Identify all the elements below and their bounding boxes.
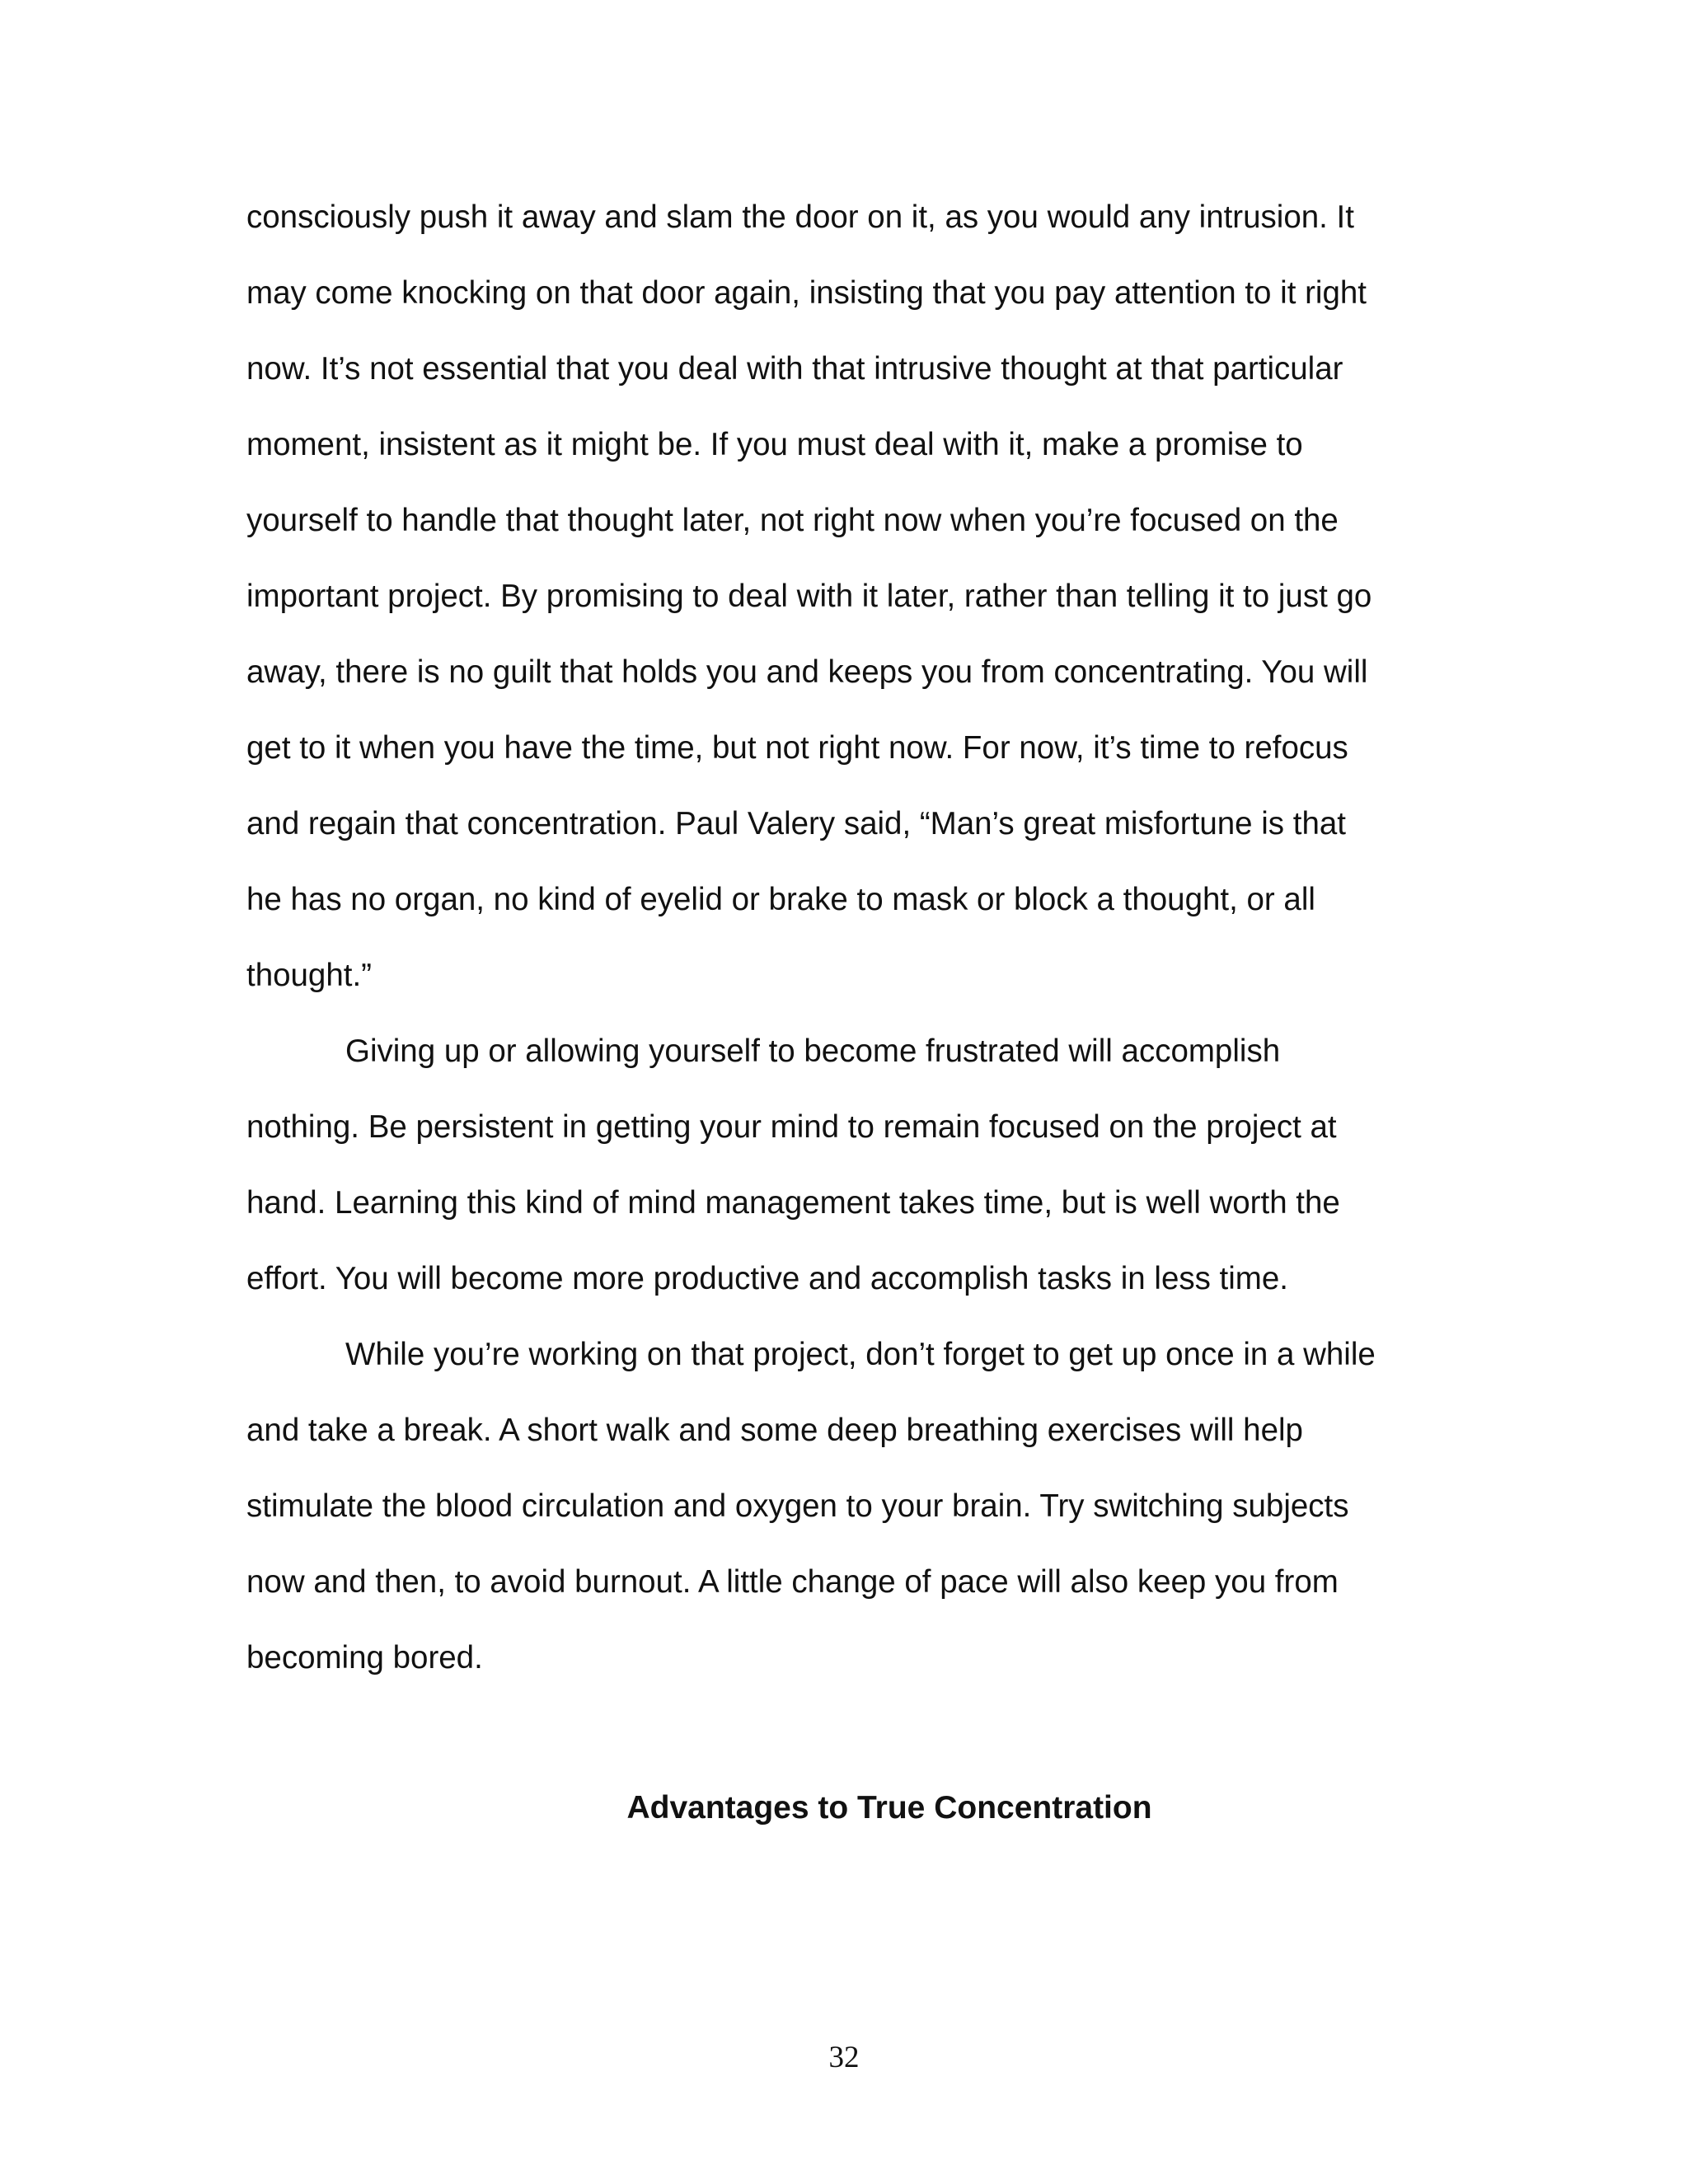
body-line: important project. By promising to deal with it later, rather than telling it to just go: [246, 579, 1372, 614]
body-line: stimulate the blood circulation and oxygen to your brain. Try switching subjects: [246, 1488, 1349, 1524]
paragraph-first-line: Giving up or allowing yourself to become frustrated will accomplish: [345, 1033, 1281, 1069]
body-line: now and then, to avoid burnout. A little change of pace will also keep you from: [246, 1564, 1339, 1600]
body-line: hand. Learning this kind of mind management takes time, but is well worth the: [246, 1185, 1340, 1221]
body-text: [246, 193, 1430, 1709]
body-line: effort. You will become more productive and accomplish tasks in less time.: [246, 1261, 1288, 1296]
body-line: and regain that concentration. Paul Valery said, “Man’s great misfortune is that: [246, 806, 1346, 841]
body-line: becoming bored.: [246, 1640, 483, 1675]
body-line: he has no organ, no kind of eyelid or brake to mask or block a thought, or all: [246, 882, 1315, 917]
body-line: moment, insistent as it might be. If you must deal with it, make a promise to: [246, 427, 1303, 462]
paragraph-first-line: While you’re working on that project, don’t forget to get up once in a while: [345, 1337, 1376, 1372]
body-line: and take a break. A short walk and some deep breathing exercises will help: [246, 1413, 1303, 1448]
body-line: get to it when you have the time, but not right now. For now, it’s time to refocus: [246, 730, 1348, 766]
section-heading: Advantages to True Concentration: [626, 1790, 1152, 1825]
body-line: consciously push it away and slam the door on it, as you would any intrusion. It: [246, 199, 1354, 235]
body-line: now. It’s not essential that you deal with that intrusive thought at that particular: [246, 351, 1343, 387]
page-number: 32: [828, 2041, 860, 2074]
body-line: may come knocking on that door again, insisting that you pay attention to it right: [246, 275, 1367, 311]
body-line: thought.”: [246, 958, 372, 993]
body-line: yourself to handle that thought later, not right now when you’re focused on the: [246, 503, 1339, 538]
body-line: away, there is no guilt that holds you and keeps you from concentrating. You will: [246, 654, 1368, 690]
body-line: nothing. Be persistent in getting your mind to remain focused on the project at: [246, 1109, 1337, 1145]
